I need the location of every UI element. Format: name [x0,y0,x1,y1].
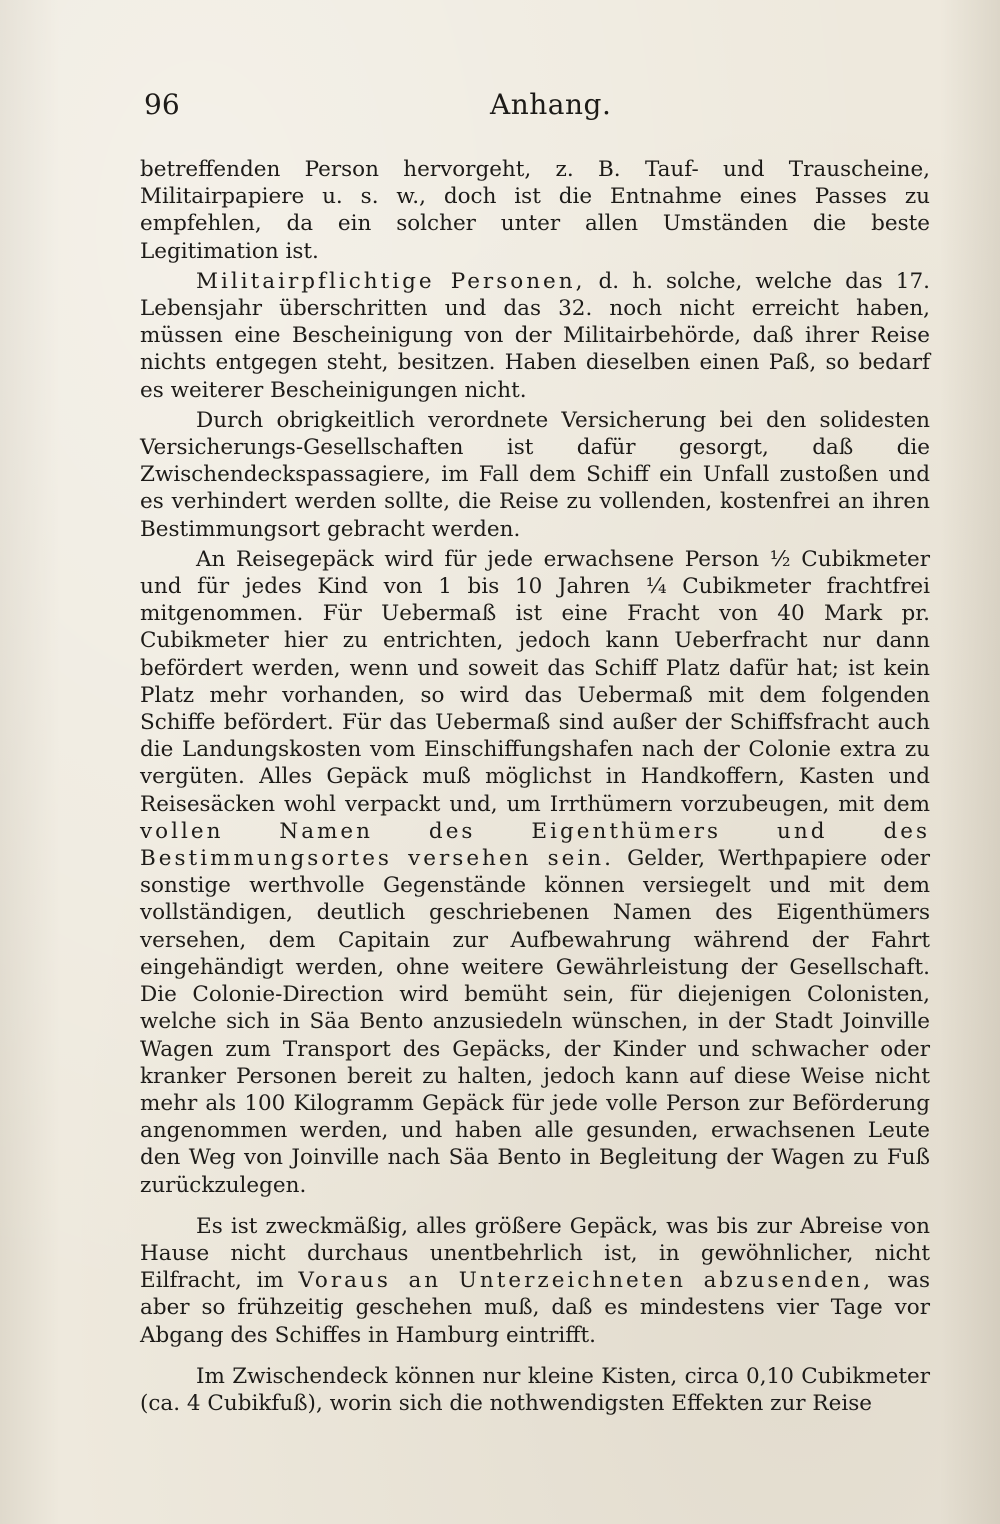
paragraph-advance-shipping [140,1213,930,1349]
paragraph-text: was aber so frühzeitig geschehen muß, daß es mindestens vier Tage vor Abgang des Schiffes in Hamburg eintrifft. [140,1268,930,1348]
paragraph-steerage-boxes [140,1363,930,1417]
paragraph-insurance [140,407,930,543]
paragraph-text: betreffenden Person hervorgeht, z. B. Tauf- und Trauscheine, Militairpapiere u. s. w., doch ist die Entnahme eines Passes zu empfehlen, da ein solcher unter allen Umständen die beste Legitimation ist. [140,157,930,264]
running-head [130,88,920,128]
page-number: 96 [144,88,180,121]
spaced-emphasis: vollen Namen des Eigenthümers und des Bestimmungsortes versehen sein. [140,818,930,872]
paragraph-text: Gelder, Werthpapiere oder sonstige werthvolle Gegenstände können versiegelt und mit dem vollständigen, deutlich geschriebenen Namen des Eigenthümers versehen, dem Capitain zur Aufbewahrung während der Fahrt eingehändigt werden, ohne weitere Gewährleistung der Gesellschaft. Die Colonie-Direction wird bemüht sein, für diejenigen Colonisten, welche sich in Säa Bento anzusiedeln wünschen, in der Stadt Joinville Wagen zum Transport des Gepäcks, der Kinder und schwacher oder kranker Personen bereit zu halten, jedoch kann auf diese Weise nicht mehr als 100 Kilogramm Gepäck für jede volle Person zur Beförderung angenommen werden, und haben alle gesunden, erwachsenen Leute den Weg von Joinville nach Säa Bento in Begleitung der Wagen zu Fuß zurückzulegen. [140,846,930,1198]
paragraph-text: Durch obrigkeitlich verordnete Versicherung bei den solidesten Versicherungs-Gesellschaften ist dafür gesorgt, daß die Zwischendeckspassagiere, im Fall dem Schiff ein Unfall zustoßen und es verhindert werden sollte, die Reise zu vollenden, kostenfrei an ihren Bestimmungsort gebracht werden. [140,407,930,542]
paragraph-text: d. h. solche, welche das 17. Lebensjahr überschritten und das 32. noch nicht erreicht haben, müssen eine Bescheinigung von der Militairbehörde, daß ihrer Reise nichts entgegen steht, besitzen. Haben dieselben einen Paß, so bedarf es weiterer Bescheinigungen nicht. [140,268,930,403]
paragraph-military-duty [140,268,930,404]
spaced-emphasis: Militairpflichtige Personen, [196,268,586,294]
paragraph-text: An Reisegepäck wird für jede erwachsene Person ½ Cubikmeter und für jedes Kind von 1 bis 10 Jahren ¼ Cubikmeter frachtfrei mitgenommen. Für Uebermaß ist eine Fracht von 40 Mark pr. Cubikmeter hier zu entrichten, jedoch kann Ueberfracht nur dann befördert werden, wenn und soweit das Schiff Platz dafür hat; ist kein Platz mehr vorhanden, so wird das Uebermaß mit dem folgenden Schiffe befördert. Für das Uebermaß sind außer der Schiffsfracht auch die Landungskosten vom Einschiffungshafen nach der Colonie extra zu vergüten. Alles Gepäck muß möglichst in Handkoffern, Kasten und Reisesäcken wohl verpackt und, um Irrthümern vorzubeugen, mit dem [140,546,930,817]
body-text [140,156,930,1417]
paragraph-luggage [140,546,930,1199]
spaced-emphasis: Voraus an Unterzeichneten abzusenden, [298,1268,874,1294]
paragraph-text: Es ist zweckmäßig, alles größere Gepäck, was bis zur Abreise von Hause nicht durchaus unentbehrlich ist, in gewöhnlicher, nicht Eilfracht, im [140,1213,930,1294]
running-head-title: Anhang. [490,88,612,121]
paragraph-passport [140,156,930,265]
paragraph-text: Im Zwischendeck können nur kleine Kisten, circa 0,10 Cubikmeter (ca. 4 Cubikfuß), worin sich die nothwendigsten Effekten zur Reise [140,1363,930,1416]
